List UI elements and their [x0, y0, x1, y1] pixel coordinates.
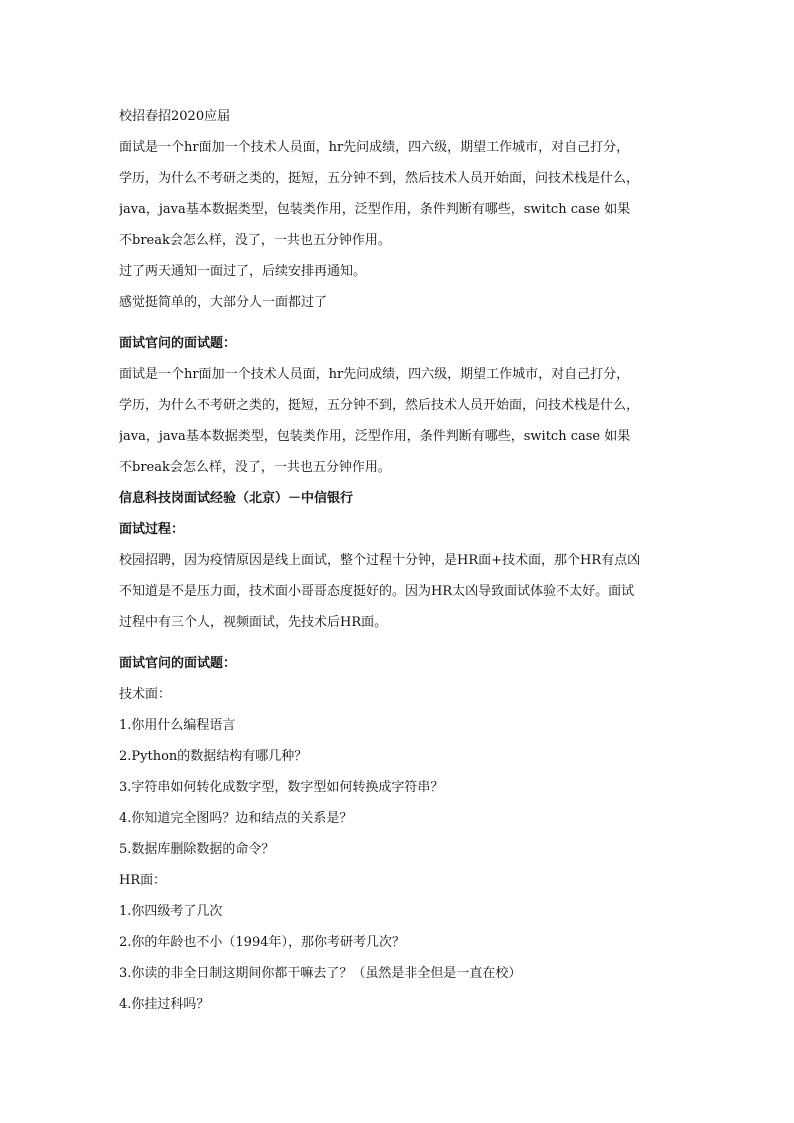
section2-title: 信息科技岗面试经验（北京）－中信银行 — [119, 491, 354, 506]
intro-feeling: 感觉挺简单的，大部分人一面都过了 — [119, 295, 328, 310]
paragraph-line: java，java基本数据类型，包装类作用，泛型作用，条件判断有哪些，switch case 如果 — [119, 429, 631, 444]
paragraph-line: 过程中有三个人，视频面试，先技术后HR面。 — [119, 615, 388, 630]
paragraph-line: 面试是一个hr面加一个技术人员面，hr先问成绩，四六级，期望工作城市，对自己打分， — [119, 140, 630, 155]
section1-heading: 面试官问的面试题： — [119, 336, 237, 351]
section1-paragraph — [119, 359, 679, 483]
list-item: 1.你用什么编程语言 — [119, 718, 236, 733]
paragraph-line: 面试是一个hr面加一个技术人员面，hr先问成绩，四六级，期望工作城市，对自己打分， — [119, 367, 630, 382]
paragraph-line: java，java基本数据类型，包装类作用，泛型作用，条件判断有哪些，switch case 如果 — [119, 202, 631, 217]
intro-title: 校招春招2020应届 — [119, 109, 231, 124]
paragraph-line: 不break会怎么样，没了，一共也五分钟作用。 — [119, 233, 391, 248]
intro-paragraph — [119, 132, 679, 256]
spacer — [119, 638, 679, 648]
list-item: 4.你知道完全图吗？边和结点的关系是？ — [119, 811, 353, 826]
intro-result: 过了两天通知一面过了，后续安排再通知。 — [119, 264, 367, 279]
list-item: 2.Python的数据结构有哪几种？ — [119, 749, 308, 764]
paragraph-line: 不break会怎么样，没了，一共也五分钟作用。 — [119, 460, 391, 475]
process-paragraph — [119, 545, 679, 638]
list-item: 3.你读的非全日制这期间你都干嘛去了？（虽然是非全但是一直在校） — [119, 966, 522, 981]
hr-label: HR面： — [119, 873, 167, 888]
list-item: 3.字符串如何转化成数字型，数字型如何转换成字符串？ — [119, 780, 444, 795]
list-item: 1.你四级考了几次 — [119, 904, 223, 919]
process-heading: 面试过程： — [119, 522, 185, 537]
list-item: 4.你挂过科吗？ — [119, 997, 210, 1012]
list-item: 2.你的年龄也不小（1994年），那你考研考几次？ — [119, 935, 405, 950]
tech-question-list — [119, 710, 679, 865]
document-body — [119, 101, 679, 1020]
paragraph-line: 学历，为什么不考研之类的，挺短，五分钟不到，然后技术人员开始面，问技术栈是什么， — [119, 398, 640, 413]
tech-label: 技术面： — [119, 687, 172, 702]
list-item: 5.数据库删除数据的命令？ — [119, 842, 275, 857]
hr-question-list — [119, 896, 679, 1020]
paragraph-line: 学历，为什么不考研之类的，挺短，五分钟不到，然后技术人员开始面，问技术栈是什么， — [119, 171, 640, 186]
paragraph-line: 不知道是不是压力面，技术面小哥哥态度挺好的。因为HR太凶导致面试体验不太好。面试 — [119, 584, 635, 599]
paragraph-line: 校园招聘，因为疫情原因是线上面试，整个过程十分钟，是HR面+技术面，那个HR有点凶 — [119, 553, 641, 568]
spacer — [119, 318, 679, 328]
questions-heading: 面试官问的面试题： — [119, 656, 237, 671]
